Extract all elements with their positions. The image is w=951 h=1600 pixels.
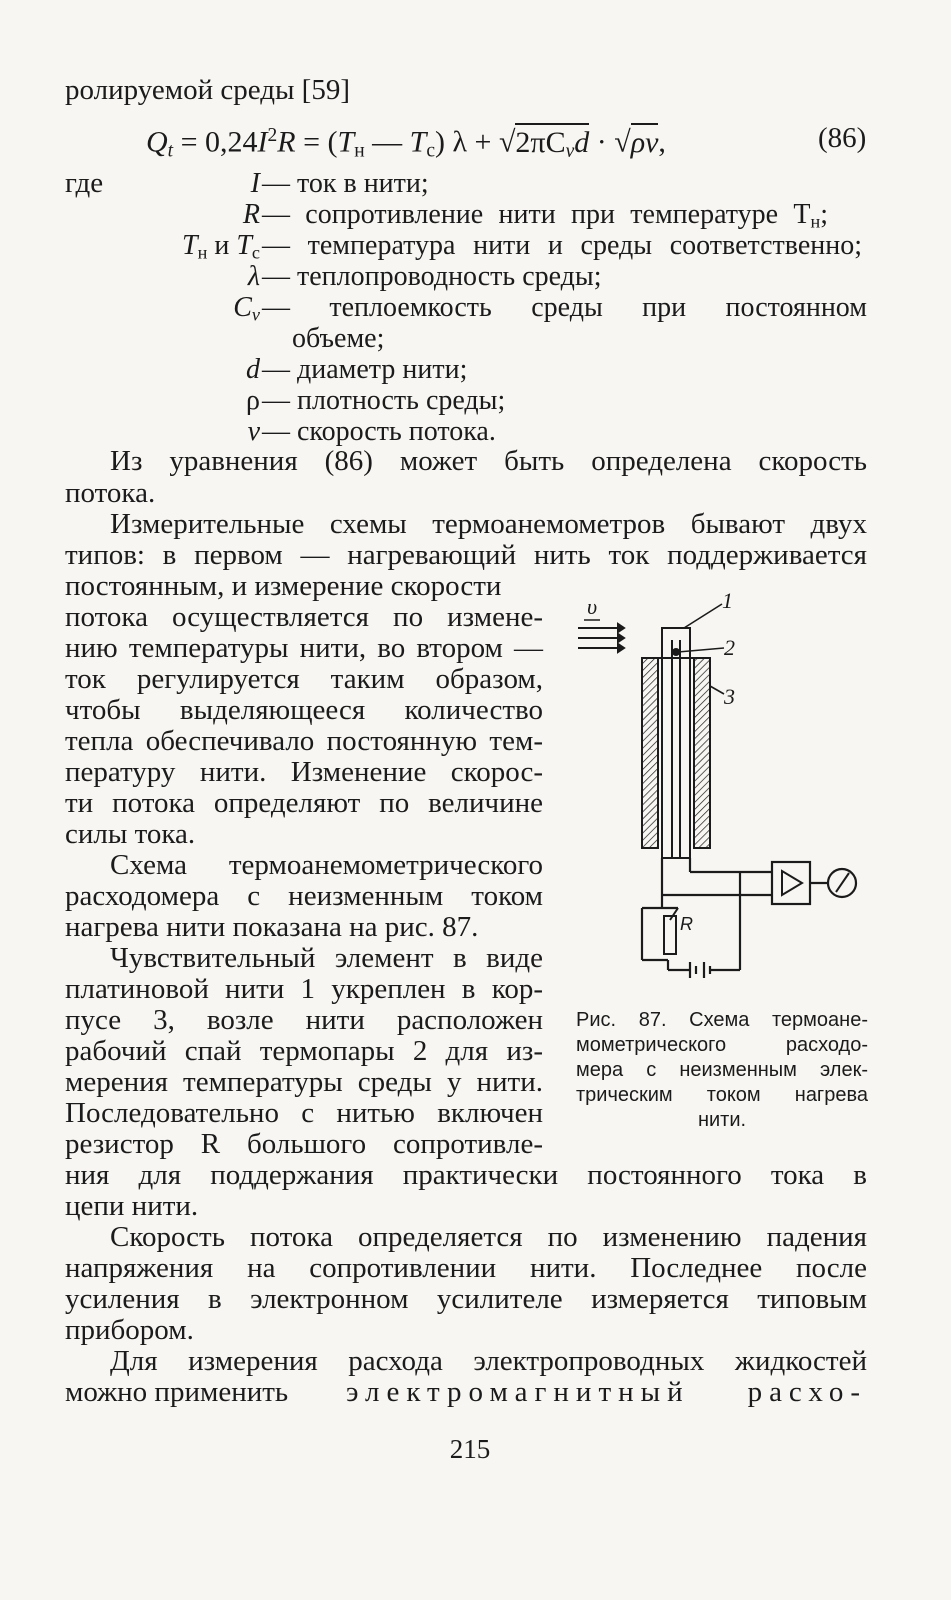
- paragraph-line: напряжения на сопротивлении нити. Последнее после: [65, 1252, 867, 1284]
- caption-line: мера с неизменным элек-: [576, 1059, 868, 1081]
- label-3: 3: [724, 684, 735, 709]
- paragraph-line: расходомера с неизменным током: [65, 880, 543, 912]
- paragraph-line: Чувствительный элемент в виде: [110, 942, 543, 974]
- caption-line: мометрического расходо-: [576, 1034, 868, 1056]
- housing-3: [642, 658, 710, 848]
- paragraph-line: Скорость потока определяется по изменению падения: [110, 1221, 867, 1253]
- paragraph-line: цепи нити.: [65, 1190, 199, 1222]
- label-2: 2: [724, 635, 735, 660]
- resistor-R: [664, 916, 676, 954]
- filament-tube-1: [662, 628, 690, 858]
- caption-line: трическим током нагрева: [576, 1084, 868, 1106]
- paragraph-line: силы тока.: [65, 818, 196, 850]
- paragraph-line: потока.: [65, 477, 156, 509]
- figure-87: [560, 590, 880, 990]
- paragraph-line: ти потока определяют по величине: [65, 787, 543, 819]
- label-1: 1: [722, 588, 733, 613]
- paragraph-line: Из уравнения (86) может быть определена скорость: [110, 445, 867, 477]
- paragraph-line: резистор R большого сопротивле-: [65, 1128, 543, 1160]
- paragraph-line: чтобы выделяющееся количество: [65, 694, 543, 726]
- figure-caption: [576, 1008, 868, 1133]
- flow-velocity-label: υ: [587, 594, 598, 619]
- flow-arrows: [578, 624, 624, 652]
- paragraph-line: постоянным, и измерение скорости: [65, 570, 502, 602]
- paragraph-line: платиновой нити 1 укреплен в кор-: [65, 973, 543, 1005]
- paragraph-line: нию температуры нити, во втором —: [65, 632, 543, 664]
- paragraph-line: Схема термоанемометрического: [110, 849, 543, 881]
- paragraph-line: потока осуществляется по измене-: [65, 601, 543, 633]
- continued-text-line: ролируемой среды [59]: [65, 74, 351, 106]
- formula-86: $Q_t = 0,24I^2R = (T_н$ — $T_с$) $\lambda + √2\pi C_vd \cdot √\rho v$,: [146, 119, 666, 169]
- paragraph-line: пературу нити. Изменение скорос-: [65, 756, 543, 788]
- paragraph-line: ток регулируется таким образом,: [65, 663, 543, 695]
- paragraph-line: тепла обеспечивало постоянную тем-: [65, 725, 543, 757]
- where-label: где: [65, 167, 104, 199]
- formula-number: (86): [818, 122, 867, 154]
- paragraph-line: ния для поддержания практически постоянного тока в: [65, 1159, 867, 1191]
- paragraph-line: Последовательно с нитью включен: [65, 1097, 543, 1129]
- paragraph-line: типов: в первом — нагревающий нить ток поддерживается: [65, 539, 867, 571]
- paragraph-line: прибором.: [65, 1314, 194, 1346]
- paragraph-line: нагрева нити показана на рис. 87.: [65, 911, 479, 943]
- battery-icon: [690, 962, 710, 978]
- thermoanemometer-diagram: [560, 590, 880, 990]
- paragraph-line: Измерительные схемы термоанемометров бывают двух: [110, 508, 867, 540]
- paragraph-line: пусе 3, возле нити расположен: [65, 1004, 543, 1036]
- amplifier-box: [772, 862, 810, 904]
- paragraph-line: Для измерения расхода электропроводных жидкостей: [110, 1345, 867, 1377]
- caption-line: Рис. 87. Схема термоане-: [576, 1009, 868, 1031]
- paragraph-line: усиления в электронном усилителе измеряется типовым: [65, 1283, 867, 1315]
- page-number: 215: [449, 1434, 491, 1464]
- resistor-label: R: [680, 914, 693, 934]
- caption-line: нити.: [697, 1109, 747, 1131]
- paragraph-line: мерения температуры среды у нити.: [65, 1066, 543, 1098]
- paragraph-line: можно применить электромагнитный расхо-: [65, 1376, 867, 1408]
- paragraph-line: рабочий спай термопары 2 для из-: [65, 1035, 543, 1067]
